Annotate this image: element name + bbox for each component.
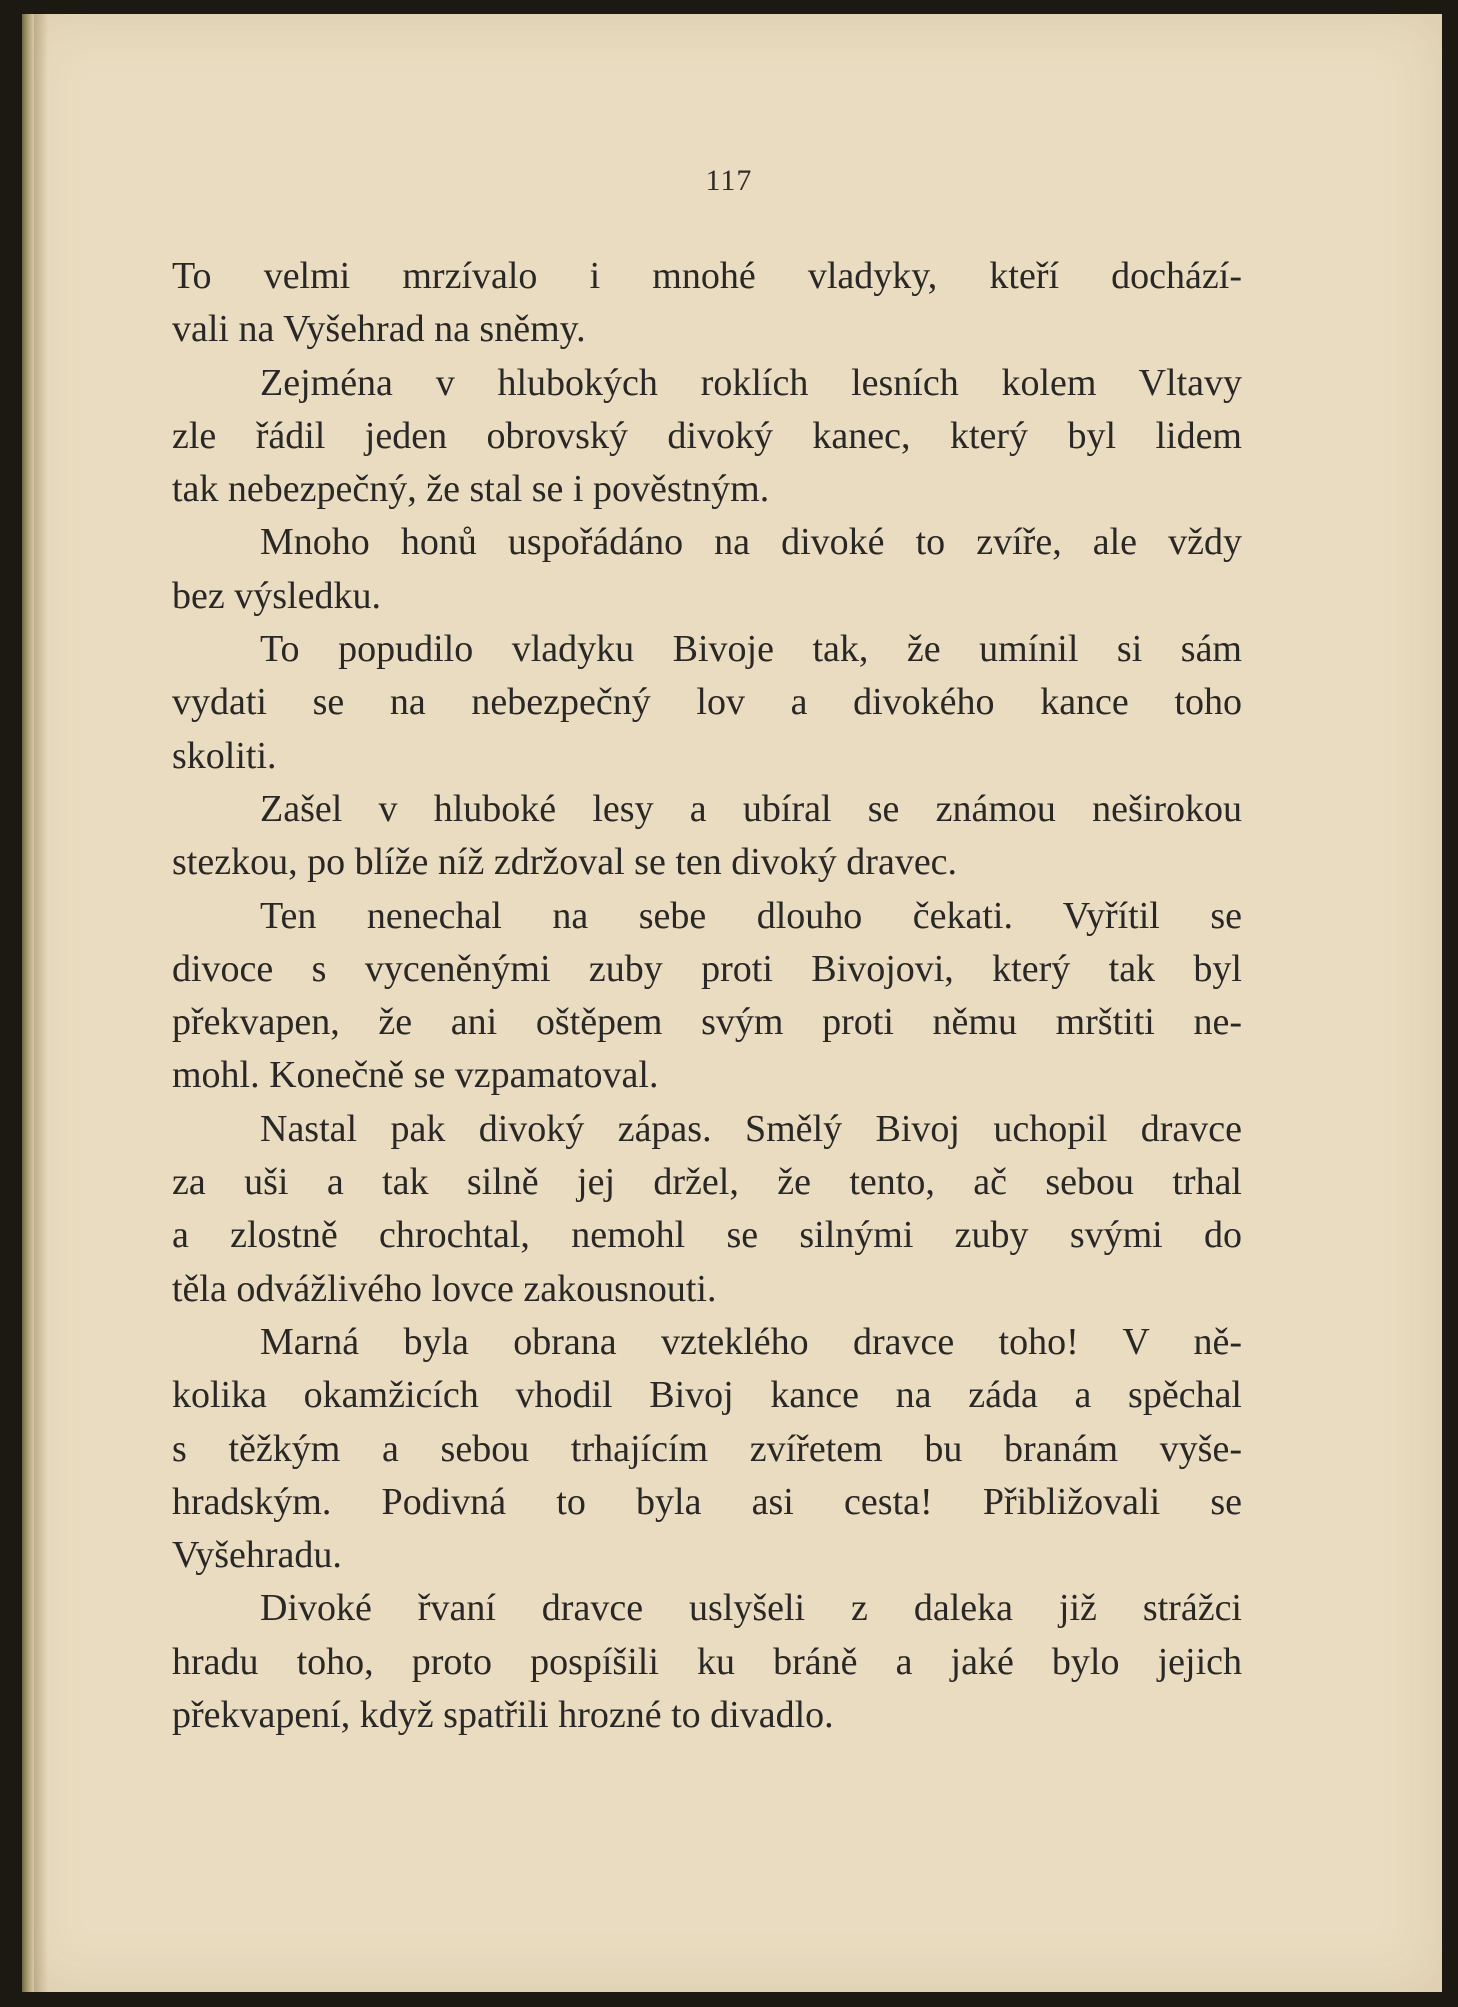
text-line: bez výsledku. [172, 574, 381, 617]
text-line: tak nebezpečný, že stal se i pověstným. [172, 468, 770, 511]
text-line: Nastal pak divoký zápas. Smělý Bivoj uchopil dravce [260, 1107, 1242, 1150]
text-line: s těžkým a sebou trhajícím zvířetem bu branám vyše- [172, 1427, 1242, 1470]
book-spine-edge [22, 14, 34, 1992]
text-line: Vyšehradu. [172, 1534, 342, 1577]
text-line: hradu toho, proto pospíšili ku bráně a jaké bylo jejich [172, 1640, 1242, 1683]
text-line: vali na Vyšehrad na sněmy. [172, 308, 586, 351]
text-line: Marná byla obrana vzteklého dravce toho! V ně- [260, 1320, 1242, 1363]
text-line: skoliti. [172, 734, 277, 777]
text-line: Zejména v hlubokých roklích lesních kolem Vltavy [260, 361, 1242, 404]
text-line: stezkou, po blíže níž zdržoval se ten divoký dravec. [172, 841, 958, 884]
text-line: překvapen, že ani oštěpem svým proti němu mrštiti ne- [172, 1001, 1242, 1044]
text-line: To velmi mrzívalo i mnohé vladyky, kteří dochází- [172, 255, 1242, 297]
text-line: překvapení, když spatřili hrozné to divadlo. [172, 1694, 834, 1737]
text-line: těla odvážlivého lovce zakousnouti. [172, 1267, 717, 1310]
text-line: Mnoho honů uspořádáno na divoké to zvíře, ale vždy [260, 521, 1242, 564]
text-line: Divoké řvaní dravce uslyšeli z daleka již strážci [260, 1587, 1242, 1630]
text-line: divoce s vyceněnými zuby proti Bivojovi, který tak byl [172, 947, 1242, 990]
text-line: za uši a tak silně jej držel, že tento, ač sebou trhal [172, 1161, 1242, 1204]
text-line: hradským. Podivná to byla asi cesta! Přibližovali se [172, 1480, 1242, 1523]
text-line: zle řádil jeden obrovský divoký kanec, který byl lidem [172, 414, 1242, 457]
text-line: mohl. Konečně se vzpamatoval. [172, 1054, 659, 1097]
text-line: Ten nenechal na sebe dlouho čekati. Vyřítil se [260, 894, 1242, 937]
page-number: 117 [705, 164, 753, 197]
text-line: Zašel v hluboké lesy a ubíral se známou neširokou [260, 787, 1242, 830]
text-line: a zlostně chrochtal, nemohl se silnými zuby svými do [172, 1214, 1242, 1257]
gutter-shadow [34, 14, 48, 1992]
text-line: To popudilo vladyku Bivoje tak, že umínil si sám [260, 628, 1242, 671]
text-line: kolika okamžicích vhodil Bivoj kance na záda a spěchal [172, 1374, 1242, 1417]
body-text [172, 250, 1242, 1742]
text-line: vydati se na nebezpečný lov a divokého kance toho [172, 681, 1242, 724]
